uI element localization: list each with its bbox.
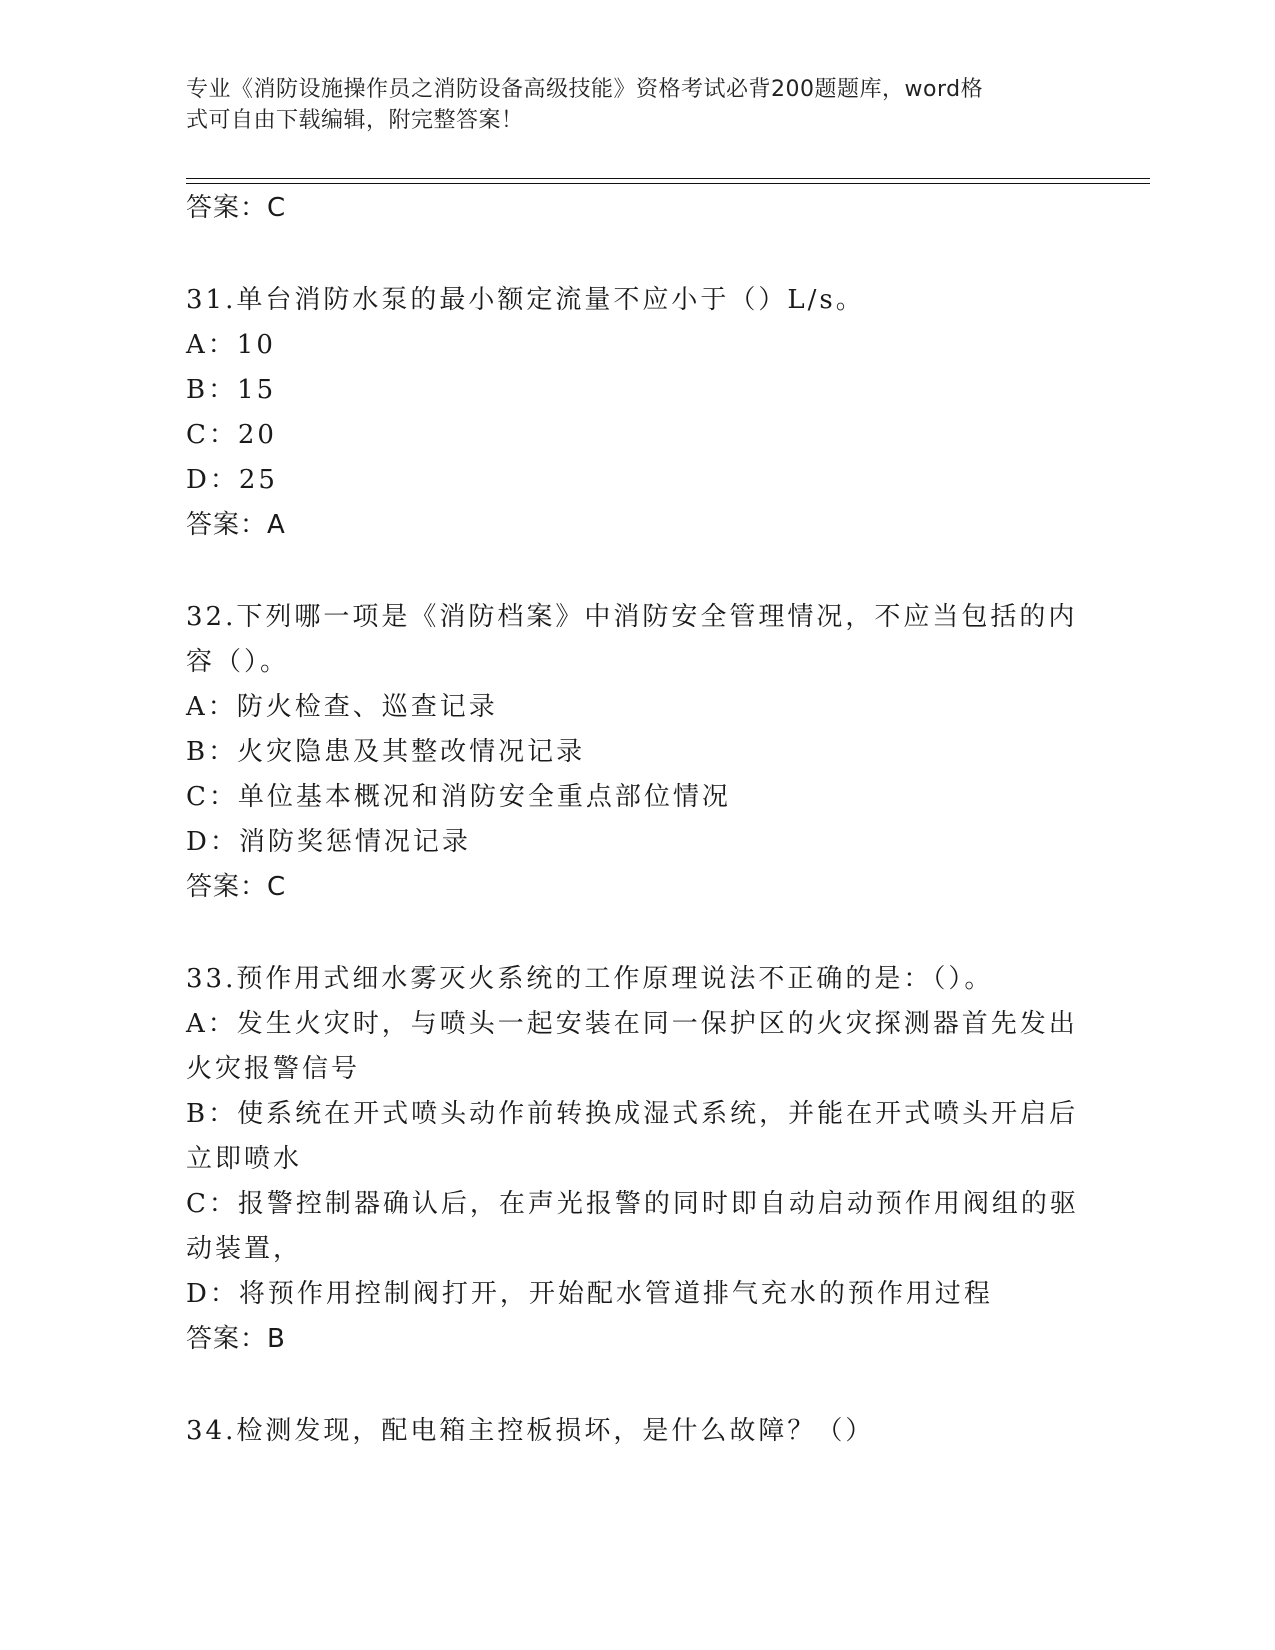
option-line: 火灾报警信号: [186, 1054, 361, 1084]
option-line: C：20: [186, 420, 277, 450]
question-stem-line: 32.下列哪一项是《消防档案》中消防安全管理情况，不应当包括的内: [186, 602, 1078, 632]
block-gap: [186, 1362, 1086, 1409]
answer-line: 答案：C: [186, 872, 287, 902]
answer-line: 答案：A: [186, 510, 286, 540]
option-line: D：将预作用控制阀打开，开始配水管道排气充水的预作用过程: [186, 1279, 993, 1309]
document-header: [186, 74, 1066, 136]
header-rule-bottom: [186, 183, 1150, 184]
question-stem-line: 33.预作用式细水雾灭火系统的工作原理说法不正确的是：（）。: [186, 964, 994, 994]
question-stem-line: 容（）。: [186, 647, 290, 677]
header-rule-top: [186, 178, 1150, 179]
option-line: 动装置，: [186, 1234, 303, 1264]
question-list: [186, 278, 1086, 1454]
question-stem-line: 31.单台消防水泵的最小额定流量不应小于（）L/s。: [186, 285, 865, 315]
question-block: [186, 278, 1086, 548]
option-line: D：消防奖惩情况记录: [186, 827, 471, 857]
question-block: [186, 1409, 1086, 1454]
option-line: C：单位基本概况和消防安全重点部位情况: [186, 782, 731, 812]
option-line: B：火灾隐患及其整改情况记录: [186, 737, 586, 767]
question-block: [186, 595, 1086, 910]
option-line: A：发生火灾时，与喷头一起安装在同一保护区的火灾探测器首先发出: [186, 1009, 1078, 1039]
block-gap: [186, 548, 1086, 595]
option-line: C：报警控制器确认后，在声光报警的同时即自动启动预作用阀组的驱: [186, 1189, 1079, 1219]
question-stem-line: 34.检测发现，配电箱主控板损坏，是什么故障？（）: [186, 1416, 875, 1446]
question-block: [186, 957, 1086, 1362]
option-line: B：15: [186, 375, 277, 405]
header-line-2: 式可自由下载编辑，附完整答案！: [186, 108, 524, 133]
block-gap: [186, 910, 1086, 957]
option-line: 立即喷水: [186, 1144, 303, 1174]
question-content: [186, 186, 1086, 1454]
option-line: A：10: [186, 330, 276, 360]
option-line: A：防火检查、巡查记录: [186, 692, 498, 722]
header-line-1: 专业《消防设施操作员之消防设备高级技能》资格考试必背200题题库，word格: [186, 77, 984, 102]
block-gap: [186, 231, 1086, 278]
answer-line: 答案：B: [186, 1324, 286, 1354]
option-line: D：25: [186, 465, 278, 495]
option-line: B：使系统在开式喷头动作前转换成湿式系统，并能在开式喷头开启后: [186, 1099, 1079, 1129]
answer-line: 答案：C: [186, 193, 287, 223]
